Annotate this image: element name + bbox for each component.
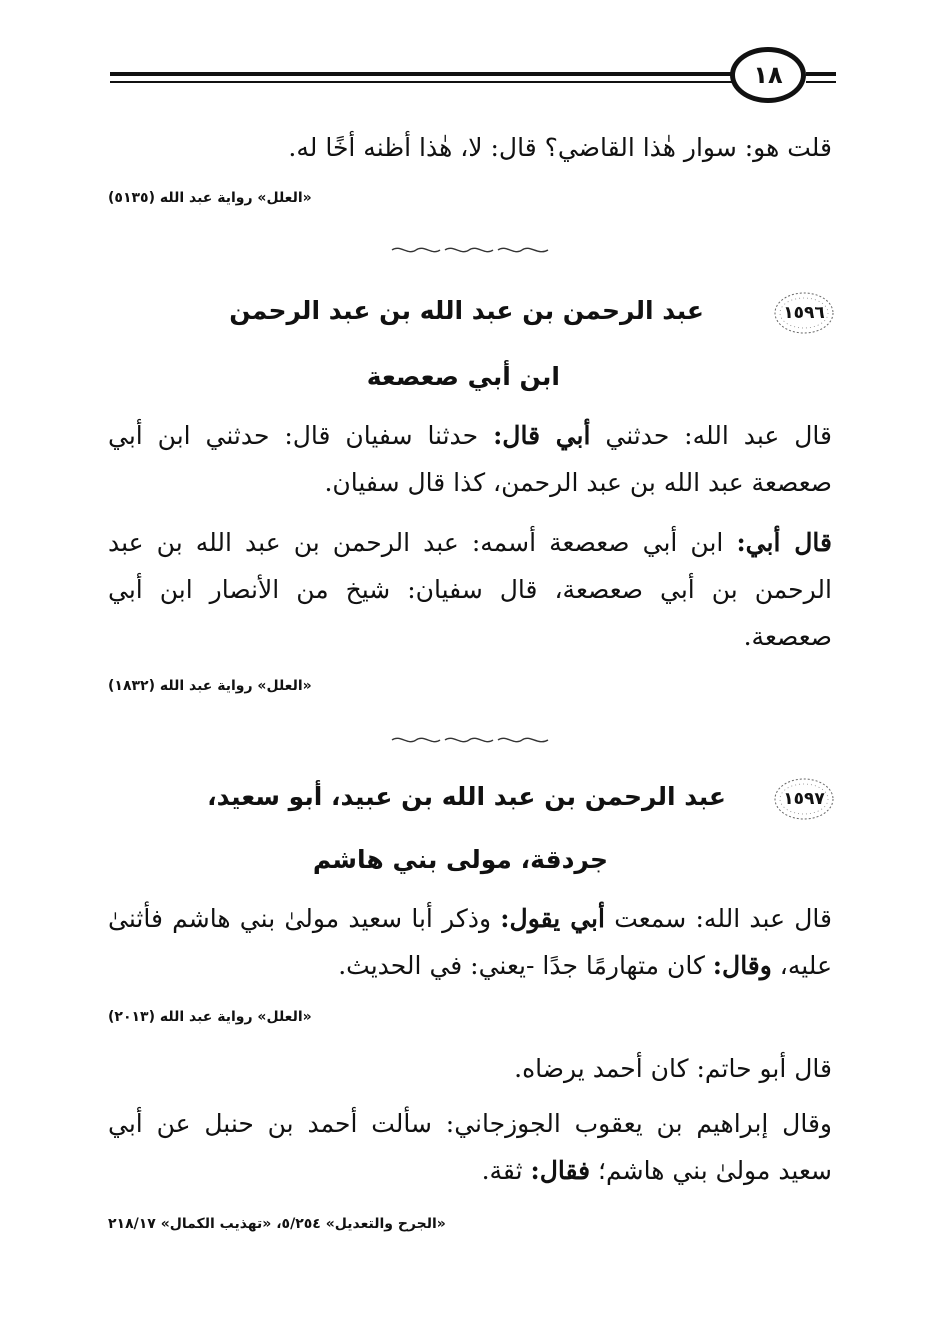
reference: «الجرح والتعديل» ٥/٢٥٤، «تهذيب الكمال» ٢١٨/١٧ xyxy=(108,1216,446,1232)
entry-title: عبد الرحمن بن عبد الله بن عبد الرحمن xyxy=(229,296,704,325)
reference: «العلل» رواية عبد الله (٢٠١٣) xyxy=(108,1009,312,1025)
entry-number: ١٥٩٦ xyxy=(783,303,825,323)
reference: «العلل» رواية عبد الله (٥١٣٥) xyxy=(108,190,312,206)
ornament-divider xyxy=(390,733,550,747)
header-rule-right xyxy=(806,72,836,76)
entry-number-badge xyxy=(772,290,836,336)
header-rule-right-thin xyxy=(806,81,836,83)
paragraph: قال أبي: ابن أبي صعصعة أسمه: عبد الرحمن بن عبد الله بن عبد الرحمن بن أبي صعصعة، قال سفيان: شيخ من الأنصار ابن أبي صعصعة. xyxy=(108,528,832,651)
entry-title-continued: ابن أبي صعصعة xyxy=(366,362,560,391)
header-rule xyxy=(110,72,732,76)
paragraph xyxy=(108,124,832,171)
paragraph: قال عبد الله: حدثني أبي قال: حدثنا سفيان قال: حدثني ابن أبي صعصعة عبد الله بن عبد الرحمن، كذا قال سفيان. xyxy=(108,421,832,497)
entry-title-continued: جردقة، مولى بني هاشم xyxy=(312,845,608,874)
ornament-divider xyxy=(390,243,550,257)
paragraph: قال عبد الله: سمعت أبي يقول: وذكر أبا سعيد مولىٰ بني هاشم فأثنىٰ عليه، وقال: كان متهارمًا جدًا -يعني: في الحديث. xyxy=(108,904,832,980)
page-number: ١٨ xyxy=(730,47,806,103)
paragraph: قال أبو حاتم: كان أحمد يرضاه. xyxy=(514,1054,832,1083)
entry-title: عبد الرحمن بن عبد الله بن عبيد، أبو سعيد، xyxy=(207,782,726,811)
header-rule-thin xyxy=(110,81,732,83)
paragraph: وقال إبراهيم بن يعقوب الجوزجاني: سألت أحمد بن حنبل عن أبي سعيد مولىٰ بني هاشم؛ فقال: ثقة. xyxy=(108,1109,832,1185)
paragraph-text: قلت هو: سوار هٰذا القاضي؟ قال: لا، هٰذا أظنه أخًا له. xyxy=(288,133,832,162)
entry-number-badge xyxy=(772,776,836,822)
reference: «العلل» رواية عبد الله (١٨٣٢) xyxy=(108,678,312,694)
entry-number: ١٥٩٧ xyxy=(783,789,825,809)
